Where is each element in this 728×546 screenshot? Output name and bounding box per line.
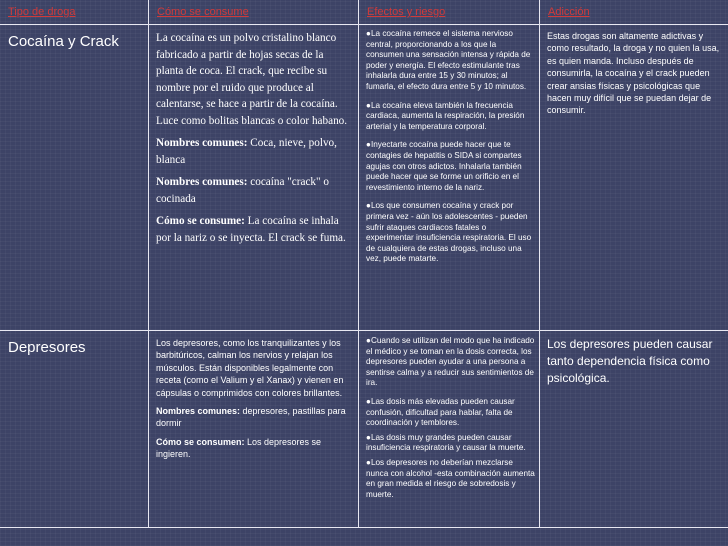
depressants-how-consumed: [156, 436, 352, 461]
effect-item: ●La cocaína remece el sistema nervioso central, proporcionando a los que la consumen una sensación intensa y rápida de poder y energía. El efecto estimulante tras inhalarla dura entre 15 y 30 minutos; al fumarla, el efecto dura entre 5 y 10 minutos.: [366, 29, 531, 91]
how-consumed-label: Cómo se consume:: [156, 215, 245, 227]
depressants-common-names: [156, 405, 352, 430]
how-consumed-value: Los depresores se ingieren.: [156, 436, 322, 460]
effect-item: ●Los depresores no deberían mezclarse nunca con alcohol -esta combinación aumenta en gran medida el riesgo de sobredosis y muerte.: [366, 457, 535, 499]
effect-item: ●Las dosis más elevadas pueden causar confusión, dificultad para hablar, falta de coordinación y temblores.: [366, 396, 515, 428]
row-name-depressants: Depresores: [8, 339, 86, 356]
depressants-effects-cell: [359, 333, 539, 527]
how-consumed-label: Cómo se consumen:: [156, 436, 245, 447]
effect-item: ●Las dosis muy grandes pueden causar insuficiencia respiratoria y causar la muerte.: [366, 432, 526, 453]
cocaine-addiction-cell: [540, 27, 728, 327]
header-drug-type: Tipo de droga: [8, 6, 76, 18]
row-name-cocaine: Cocaína y Crack: [8, 33, 119, 50]
common-names-label: Nombres comunes:: [156, 406, 241, 417]
row-divider: [0, 527, 728, 528]
common-names-value: depresores, pastillas para dormir: [156, 406, 346, 429]
effect-item: ●Los que consumen cocaína y crack por primera vez - aún los adolescentes - pueden sufrir ataques cardiacos fatales o experimentar insuficiencia respiratoria. El uso de cualquiera de estas drogas, incluso una vez, puede matarte.: [366, 201, 532, 264]
common-names-label: Nombres comunes:: [156, 176, 248, 188]
crack-common-names: [156, 174, 352, 207]
depressants-consume-intro: Los depresores, como los tranquilizantes y los barbitúricos, calman los nervios y relajan los músculos. Están disponibles legalmente con receta (como el Valium y el Xanax) y vienen en cápsulas o comprimidos con colores brillantes.: [156, 338, 344, 398]
effect-item: ●Inyectarte cocaína puede hacer que te contagies de hepatitis o SIDA si compartes agujas con otros adictos. Inhalarla también puede hacer que se forme un orificio en el revestimiento interno de la nariz.: [366, 140, 522, 192]
cocaine-consume-cell: [149, 28, 358, 328]
common-names-value: Coca, nieve, polvo, blanca: [156, 137, 337, 166]
effect-item: ●La cocaína eleva también la frecuencia cardiaca, aumenta la respiración, la presión arterial y la temperatura corporal.: [366, 100, 525, 131]
cocaine-common-names: [156, 135, 352, 168]
how-consumed-value: La cocaína se inhala por la nariz o se inyecta. El crack se fuma.: [156, 215, 346, 244]
addiction-text: Los depresores pueden causar tanto dependencia física como psicológica.: [547, 337, 713, 385]
header-effects-risks: Efectos y riesgo: [367, 6, 446, 18]
depressants-addiction-cell: [540, 333, 728, 527]
common-names-value: cocaína "crack" o cocinada: [156, 176, 329, 205]
header-addiction: Adicción: [548, 6, 590, 18]
cocaine-how-consumed: [156, 213, 352, 246]
cocaine-effects-cell: [359, 27, 539, 329]
header-how-consumed: Cómo se consume: [157, 6, 249, 18]
common-names-label: Nombres comunes:: [156, 137, 248, 149]
depressants-consume-cell: [149, 333, 358, 527]
addiction-text: Estas drogas son altamente adictivas y como resultado, la droga y no quien la usa, es quien manda. Incluso después de consumirla, la cocaína y el crack pueden crear ansias físicas y psicológicas que hacen muy difícil que se puedan dejar de consumir.: [547, 31, 720, 116]
effect-item: ●Cuando se utilizan del modo que ha indicado el médico y se toman en la dosis correcta, los depresores pueden ayudar a una persona a sentirse calma y a reducir sus sentimientos de ira.: [366, 336, 535, 388]
cocaine-consume-intro: La cocaína es un polvo cristalino blanco fabricado a partir de hojas secas de la planta de coca. El crack, que recibe su nombre por el ruido que produce al calentarse, se hace a partir de la cocaína. Luce como bolitas blancas o color habano.: [156, 32, 348, 127]
